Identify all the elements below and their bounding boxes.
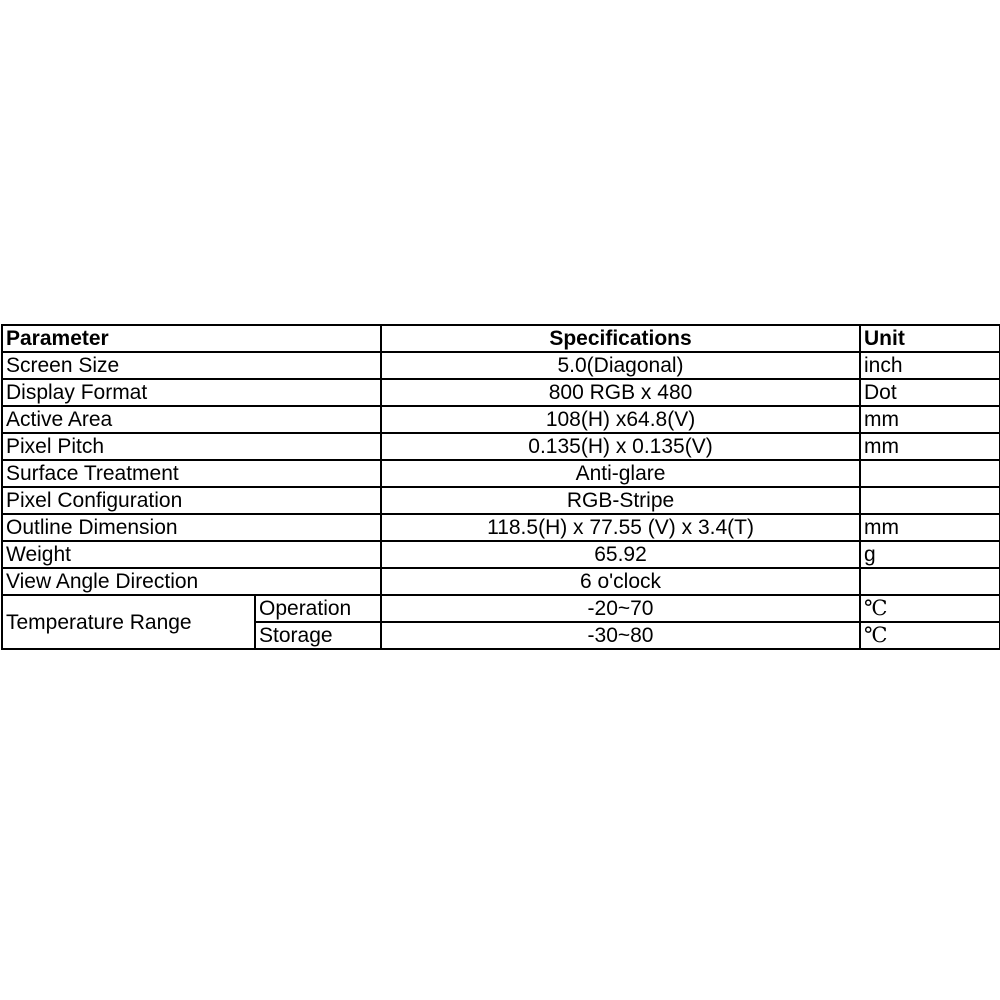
parameter-cell: Weight (2, 541, 381, 568)
unit-cell: mm (860, 406, 1000, 433)
table-row (2, 433, 1000, 460)
table-row-temperature-operation (2, 595, 1000, 622)
operation-label: Operation (255, 595, 381, 622)
operation-unit: ℃ (860, 595, 1000, 622)
specification-cell: 800 RGB x 480 (381, 379, 860, 406)
header-unit: Unit (860, 325, 1000, 352)
unit-cell (860, 460, 1000, 487)
table-row (2, 460, 1000, 487)
unit-cell: inch (860, 352, 1000, 379)
specification-cell: 5.0(Diagonal) (381, 352, 860, 379)
parameter-cell: Pixel Configuration (2, 487, 381, 514)
specification-cell: 65.92 (381, 541, 860, 568)
parameter-cell: Pixel Pitch (2, 433, 381, 460)
table-row (2, 514, 1000, 541)
unit-cell (860, 568, 1000, 595)
specification-cell: 118.5(H) x 77.55 (V) x 3.4(T) (381, 514, 860, 541)
table-row (2, 541, 1000, 568)
parameter-cell: Display Format (2, 379, 381, 406)
unit-cell: g (860, 541, 1000, 568)
temperature-range-label: Temperature Range (2, 595, 255, 649)
header-specifications: Specifications (381, 325, 860, 352)
specification-cell: Anti-glare (381, 460, 860, 487)
parameter-cell: Surface Treatment (2, 460, 381, 487)
storage-specification: -30~80 (381, 622, 860, 649)
storage-unit: ℃ (860, 622, 1000, 649)
unit-cell (860, 487, 1000, 514)
table-row (2, 487, 1000, 514)
parameter-cell: Active Area (2, 406, 381, 433)
parameter-cell: View Angle Direction (2, 568, 381, 595)
header-parameter: Parameter (2, 325, 381, 352)
table-row (2, 352, 1000, 379)
table-row (2, 379, 1000, 406)
operation-specification: -20~70 (381, 595, 860, 622)
specification-cell: RGB-Stripe (381, 487, 860, 514)
unit-cell: mm (860, 514, 1000, 541)
table-row (2, 568, 1000, 595)
specification-cell: 0.135(H) x 0.135(V) (381, 433, 860, 460)
table-row (2, 406, 1000, 433)
specifications-table (1, 324, 1000, 650)
parameter-cell: Outline Dimension (2, 514, 381, 541)
unit-cell: Dot (860, 379, 1000, 406)
storage-label: Storage (255, 622, 381, 649)
parameter-cell: Screen Size (2, 352, 381, 379)
specification-cell: 6 o'clock (381, 568, 860, 595)
specification-cell: 108(H) x64.8(V) (381, 406, 860, 433)
unit-cell: mm (860, 433, 1000, 460)
table-header-row (2, 325, 1000, 352)
